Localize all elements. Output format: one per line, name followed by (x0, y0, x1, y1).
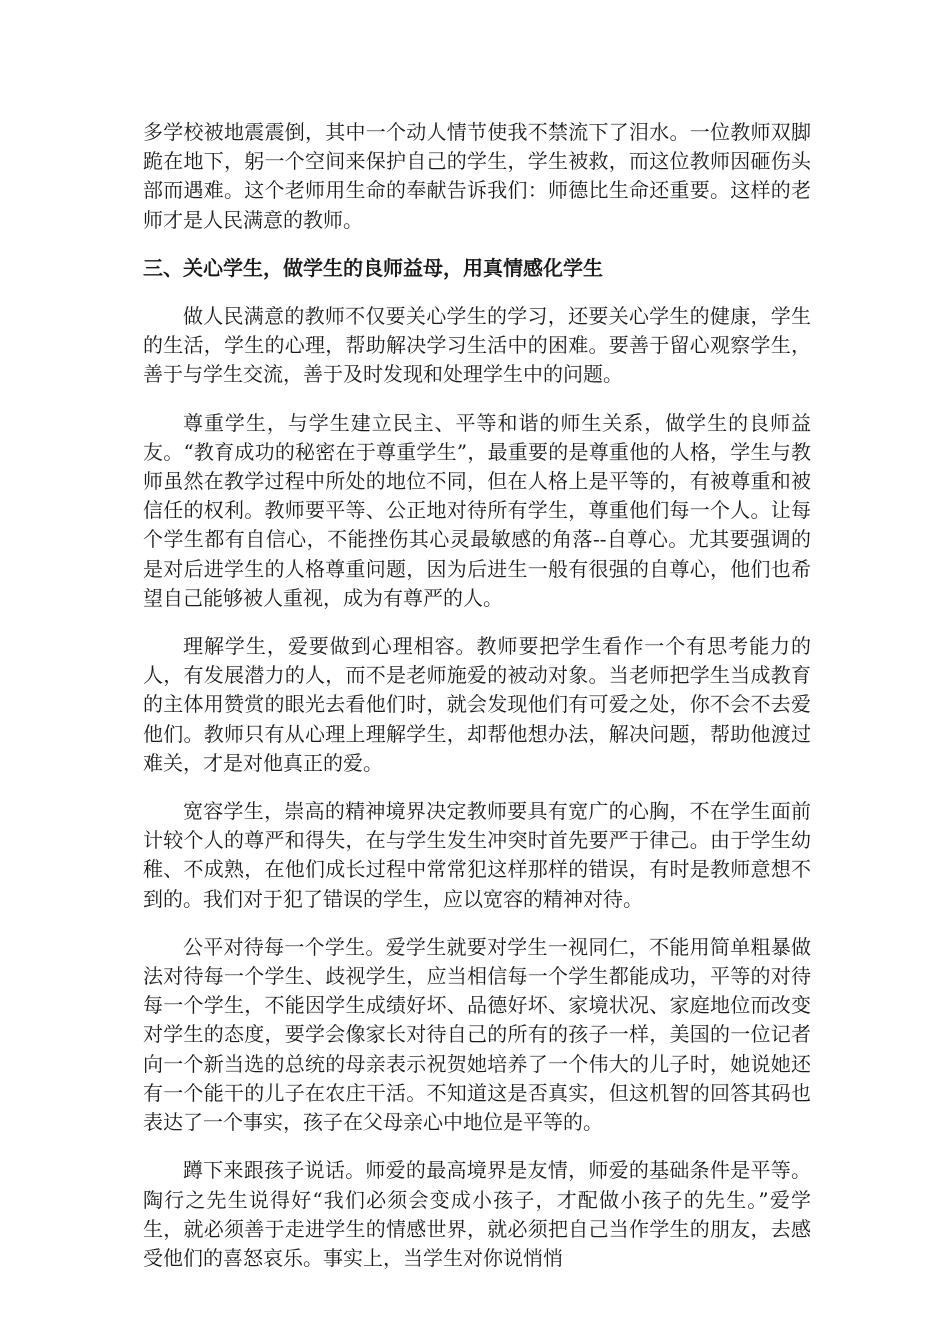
paragraph-tolerate-students: 宽容学生，崇高的精神境界决定教师要具有宽广的心胸，不在学生面前计较个人的尊严和得失，在与学生发生冲突时首先要严于律己。由于学生幼稚、不成熟，在他们成长过程中常常犯这样那样的错误，有时是教师意想不到的。我们对于犯了错误的学生，应以宽容的精神对待。 (143, 799, 811, 911)
paragraph-respect-students: 尊重学生，与学生建立民主、平等和谐的师生关系，做学生的良师益友。“教育成功的秘密在于尊重学生”，最重要的是尊重他的人格，学生与教师虽然在教学过程中所处的地位不同，但在人格上是平等的，有被尊重和被信任的权利。教师要平等、公正地对待所有学生，尊重他们每一个人。让每个学生都有自信心，不能挫伤其心灵最敏感的角落--自尊心。尤其要强调的是对后进学生的人格尊重问题，因为后进生一般有很强的自尊心，他们也希望自己能够被人重视，成为有尊严的人。 (143, 410, 811, 610)
paragraph-understand-students: 理解学生，爱要做到心理相容。教师要把学生看作一个有思考能力的人，有发展潜力的人，而不是老师施爱的被动对象。当老师把学生当成教育的主体用赞赏的眼光去看他们时，就会发现他们有可爱之处，你不会不去爱他们。教师只有从心理上理解学生，却帮他想办法，解决问题，帮助他渡过难关，才是对他真正的爱。 (143, 634, 811, 775)
paragraph-squat-down-talk: 蹲下来跟孩子说话。师爱的最高境界是友情，师爱的基础条件是平等。陶行之先生说得好“我们必须会变成小孩子，才配做小孩子的先生。”爱学生，就必须善于走进学生的情感世界，就必须把自己当作学生的朋友，去感受他们的喜怒哀乐。事实上，当学生对你说悄悄 (143, 1158, 811, 1270)
document-page (143, 118, 811, 1292)
section-heading: 三、关心学生，做学生的良师益母，用真情感化学生 (143, 255, 603, 280)
paragraph-care-students: 做人民满意的教师不仅要关心学生的学习，还要关心学生的健康，学生的生活，学生的心理，帮助解决学习生活中的困难。要善于留心观察学生，善于与学生交流，善于及时发现和处理学生中的问题。 (143, 304, 811, 387)
paragraph-fair-treatment: 公平对待每一个学生。爱学生就要对学生一视同仁，不能用简单粗暴做法对待每一个学生、歧视学生，应当相信每一个学生都能成功，平等的对待每一个学生，不能因学生成绩好坏、品德好坏、家境状况、家庭地位而改变对学生的态度，要学会像家长对待自己的所有的孩子一样，美国的一位记者向一个新当选的总统的母亲表示祝贺她培养了一个伟大的儿子时，她说她还有一个能干的儿子在农庄干活。不知道这是否真实，但这机智的回答其码也表达了一个事实，孩子在父母亲心中地位是平等的。 (143, 934, 811, 1135)
paragraph-earthquake-teacher: 多学校被地震震倒，其中一个动人情节使我不禁流下了泪水。一位教师双脚跪在地下，躬一个空间来保护自己的学生，学生被救，而这位教师因砸伤头部而遇难。这个老师用生命的奉献告诉我们：师德比生命还重要。这样的老师才是人民满意的教师。 (143, 120, 811, 232)
